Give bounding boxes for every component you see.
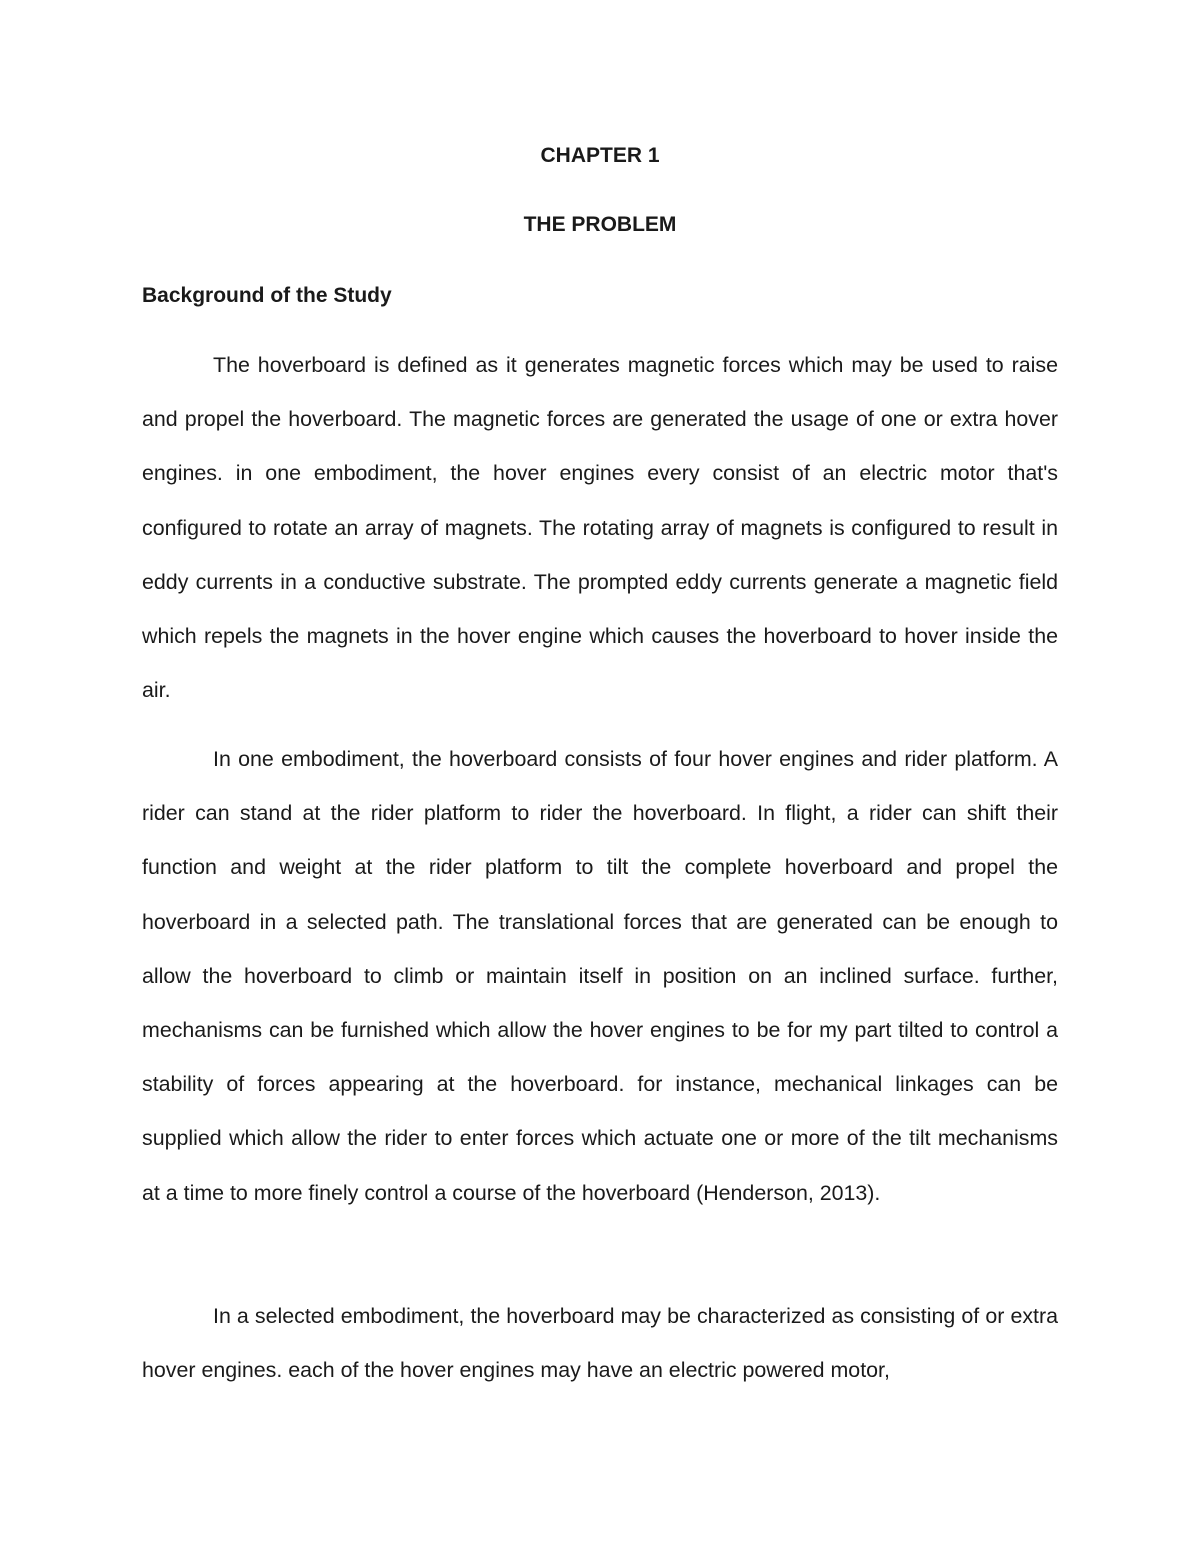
- body-paragraph-1-block: [142, 338, 1058, 717]
- section-heading: Background of the Study: [142, 284, 392, 307]
- body-paragraph: The hoverboard is defined as it generates magnetic forces which may be used to raise and propel the hoverboard. The magnetic forces are generated the usage of one or extra hover engines. in one embodiment, the hover engines every consist of an electric motor that's configured to rotate an array of magnets. The rotating array of magnets is configured to result in eddy currents in a conductive substrate. The prompted eddy currents generate a magnetic field which repels the magnets in the hover engine which causes the hoverboard to hover inside the air.: [142, 353, 1058, 703]
- body-paragraph: In a selected embodiment, the hoverboard may be characterized as consisting of or extra hover engines. each of the hover engines may have an electric powered motor,: [142, 1304, 1058, 1383]
- chapter-title: THE PROBLEM: [523, 213, 677, 236]
- chapter-label: CHAPTER 1: [540, 144, 660, 167]
- body-paragraph-2-block: [142, 732, 1058, 1220]
- body-paragraph-3-block: [142, 1289, 1058, 1397]
- body-paragraph: In one embodiment, the hoverboard consists of four hover engines and rider platform. A rider can stand at the rider platform to rider the hoverboard. In flight, a rider can shift their function and weight at the rider platform to tilt the complete hoverboard and propel the hoverboard in a selected path. The translational forces that are generated can be enough to allow the hoverboard to climb or maintain itself in position on an inclined surface. further, mechanisms can be furnished which allow the hover engines to be for my part tilted to control a stability of forces appearing at the hoverboard. for instance, mechanical linkages can be supplied which allow the rider to enter forces which actuate one or more of the tilt mechanisms at a time to more finely control a course of the hoverboard (Henderson, 2013).: [142, 747, 1058, 1205]
